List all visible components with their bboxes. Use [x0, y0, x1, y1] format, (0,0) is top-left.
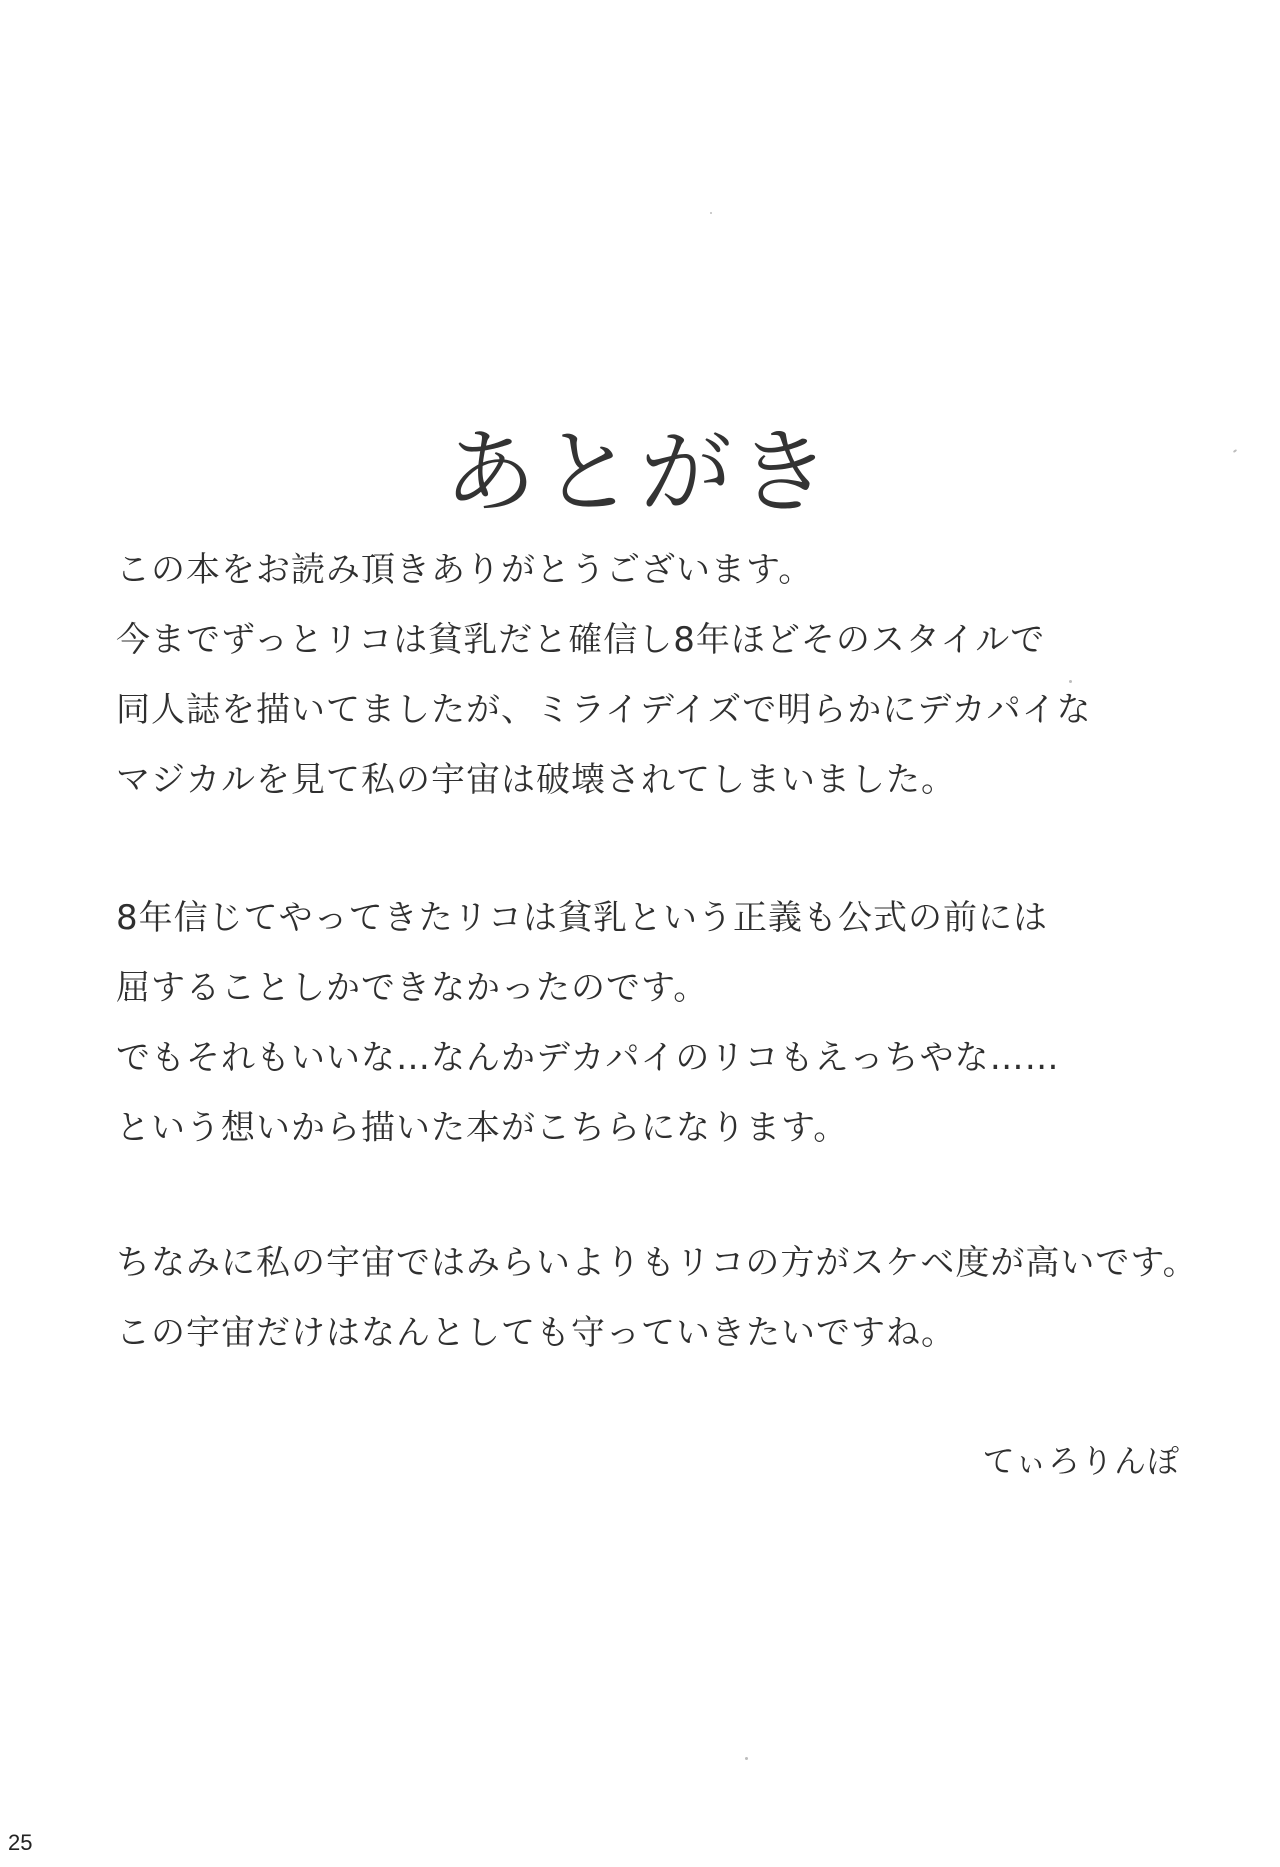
text-line: マジカルを見て私の宇宙は破壊されてしまいました。: [116, 760, 956, 800]
text-line: この本をお読み頂きありがとうございます。: [116, 550, 814, 590]
text-line: 同人誌を描いてましたが、ミライデイズで明らかにデカパイな: [116, 690, 1092, 730]
text-line: ちなみに私の宇宙ではみらいよりもリコの方がスケベ度が高いです。: [116, 1243, 1198, 1283]
text-line: 8年信じてやってきたリコは貧乳という正義も公式の前には: [116, 898, 1048, 938]
paragraph-2: [116, 900, 1236, 1180]
page-number: 25: [8, 1830, 33, 1855]
scan-speck: [1069, 680, 1072, 683]
page-title: あとがき: [443, 418, 836, 526]
text-line: 今までずっとリコは貧乳だと確信し8年ほどそのスタイルで: [116, 620, 1046, 660]
scan-speck: [745, 1757, 748, 1760]
text-line: 屈することしかできなかったのです。: [116, 968, 709, 1008]
author-signature: てぃろりんぽ: [982, 1442, 1180, 1480]
text-line: という想いから描いた本がこちらになります。: [116, 1108, 849, 1148]
scan-speck: [710, 212, 712, 214]
text-line: この宇宙だけはなんとしても守っていきたいですね。: [116, 1313, 956, 1353]
text-line: でもそれもいいな…なんかデカパイのリコもえっちやな……: [116, 1038, 1060, 1078]
paragraph-1: [116, 552, 1236, 832]
paragraph-3: [116, 1245, 1236, 1385]
